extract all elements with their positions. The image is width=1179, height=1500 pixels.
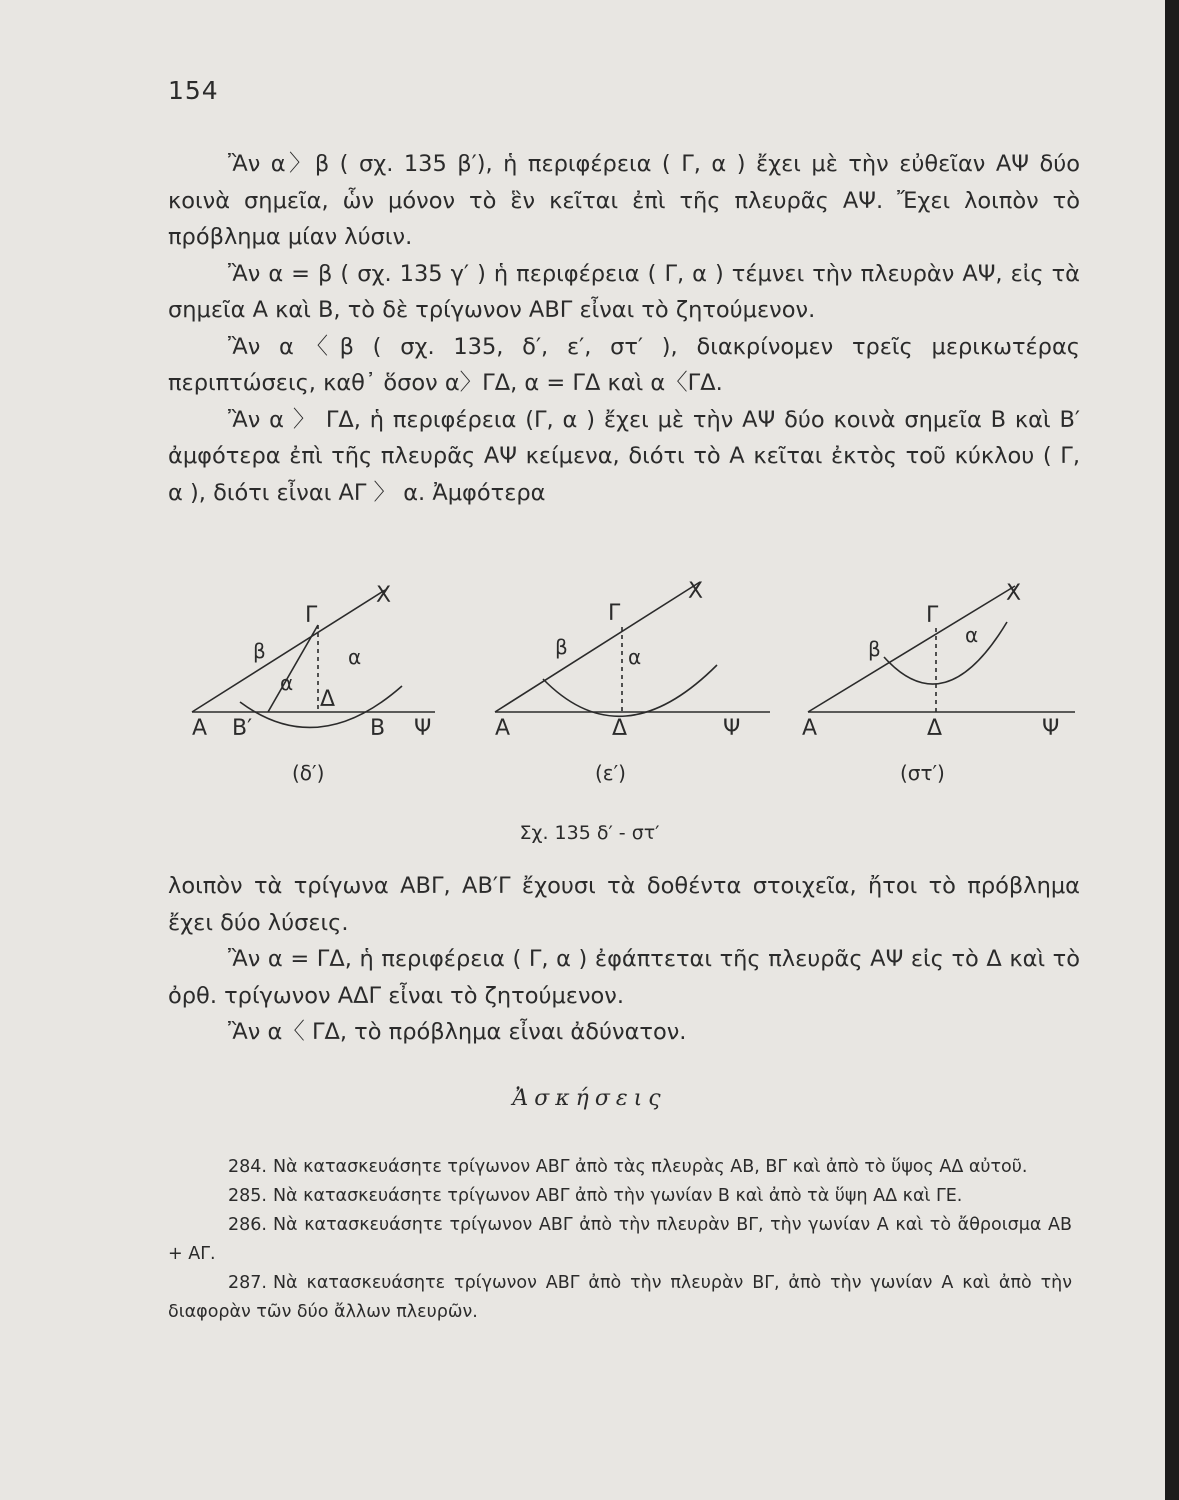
paragraph: λοιπὸν τὰ τρίγωνα ΑΒΓ, ΑΒ′Γ ἔχουσι τὰ δοθέντα στοιχεῖα, ἤτοι τὸ πρόβλημα ἔχει δύο λύσεις. [168,873,1080,936]
body-text-bottom [168,868,1080,1051]
point-label-X: Χ [376,583,392,608]
figure-caption: Σχ. 135 δ′ - στ′ [519,822,660,844]
point-label-D: Δ [320,687,336,712]
point-label-D: Δ [927,716,943,741]
point-label-D: Δ [612,716,628,741]
line-ray-x [495,582,700,712]
side-label-a: α [965,623,979,647]
point-label-Psi: Ψ [414,716,432,741]
point-label-A: Α [495,716,511,741]
page-edge-shadow [1165,0,1179,1500]
exercise-item [168,1211,1072,1269]
point-label-B-prime: Β′ [232,716,253,741]
panel-label: (στ′) [900,761,945,785]
exercise-item [168,1269,1072,1327]
figure-svg [180,570,1090,820]
exercise-text: Νὰ κατασκευάσητε τρίγωνον ΑΒΓ ἀπὸ τὰς πλευρὰς ΑΒ, ΒΓ καὶ ἀπὸ τὸ ὕψος ΑΔ αὐτοῦ. [272,1157,1028,1177]
point-label-X: Χ [1006,581,1022,606]
panel-label: (ε′) [595,761,626,785]
paragraph: Ἂν α = ΓΔ, ἡ περιφέρεια ( Γ, α ) ἐφάπτεται τῆς πλευρᾶς ΑΨ εἰς τὸ Δ καὶ τὸ ὀρθ. τρίγωνον ΑΔΓ εἶναι τὸ ζητούμενον. [168,946,1080,1009]
paragraph: Ἂν α 〉 ΓΔ, ἡ περιφέρεια (Γ, α ) ἔχει μὲ τὴν ΑΨ δύο κοινὰ σημεῖα Β καὶ Β′ ἀμφότερα ἐπὶ τῆς πλευρᾶς ΑΨ κείμενα, διότι τὸ Α κεῖται ἐκτὸς τοῦ κύκλου ( Γ, α ), διότι εἶναι ΑΓ 〉 α. Ἀμφότερα [168,406,1080,506]
point-label-G: Γ [305,603,318,628]
line-ray-x [808,586,1015,712]
panel-label: (δ′) [292,761,325,785]
exercise-number: 284. [228,1157,267,1177]
exercise-list [168,1153,1072,1327]
exercise-number: 287. [228,1273,267,1293]
arc-circle-g-a [543,665,717,716]
exercise-item [168,1153,1072,1182]
exercise-number: 286. [228,1215,267,1235]
body-text-top [168,146,1080,511]
paragraph: Ἂν α〉β ( σχ. 135 β′), ἡ περιφέρεια ( Γ, α ) ἔχει μὲ τὴν εὐθεῖαν ΑΨ δύο κοινὰ σημεῖα, ὧν μόνον τὸ ἓν κεῖται ἐπὶ τῆς πλευρᾶς ΑΨ. Ἔχει λοιπὸν τὸ πρόβλημα μίαν λύσιν. [168,151,1080,250]
side-label-a: α [280,671,294,695]
point-label-X: Χ [688,579,704,604]
point-label-A: Α [192,716,208,741]
point-label-B: Β [370,716,386,741]
section-title: Ἀσκήσεις [512,1086,667,1111]
point-label-A: Α [802,716,818,741]
point-label-Psi: Ψ [1042,716,1060,741]
page-number: 154 [168,76,219,105]
side-label-a: α [348,645,362,669]
side-label-b: β [253,639,266,663]
arc-circle-g-a [884,622,1007,684]
geometry-figure [180,570,1090,850]
paragraph: Ἂν α = β ( σχ. 135 γ′ ) ἡ περιφέρεια ( Γ, α ) τέμνει τὴν πλευρὰν ΑΨ, εἰς τὰ σημεῖα Α καὶ Β, τὸ δὲ τρίγωνον ΑΒΓ εἶναι τὸ ζητούμενον. [168,260,1080,323]
exercise-text: Νὰ κατασκευάσητε τρίγωνον ΑΒΓ ἀπὸ τὴν γωνίαν Β καὶ ἀπὸ τὰ ὕψη ΑΔ καὶ ΓΕ. [272,1186,963,1206]
side-label-a: α [628,645,642,669]
point-label-G: Γ [926,603,939,628]
side-label-b: β [555,635,568,659]
point-label-G: Γ [608,601,621,626]
side-label-b: β [868,637,881,661]
point-label-Psi: Ψ [723,716,741,741]
paragraph: Ἂν α〈 ΓΔ, τὸ πρόβλημα εἶναι ἀδύνατον. [228,1019,687,1045]
exercise-text: Νὰ κατασκευάσητε τρίγωνον ΑΒΓ ἀπὸ τὴν πλευρὰν ΒΓ, ἀπὸ τὴν γωνίαν Α καὶ ἀπὸ τὴν διαφορὰν τῶν δύο ἄλλων πλευρῶν. [168,1273,1072,1322]
paragraph: Ἂν α〈β ( σχ. 135, δ′, ε′, στ′ ), διακρίνομεν τρεῖς μερικωτέρας περιπτώσεις, καθ᾽ ὅσον α〉ΓΔ, α = ΓΔ καὶ α〈ΓΔ. [168,333,1080,396]
line-gb-prime [268,625,318,712]
exercise-number: 285. [228,1186,267,1206]
exercise-item [168,1182,1072,1211]
exercise-text: Νὰ κατασκευάσητε τρίγωνον ΑΒΓ ἀπὸ τὴν πλευρὰν ΒΓ, τὴν γωνίαν Α καὶ τὸ ἄθροισμα ΑΒ + ΑΓ. [168,1215,1072,1264]
